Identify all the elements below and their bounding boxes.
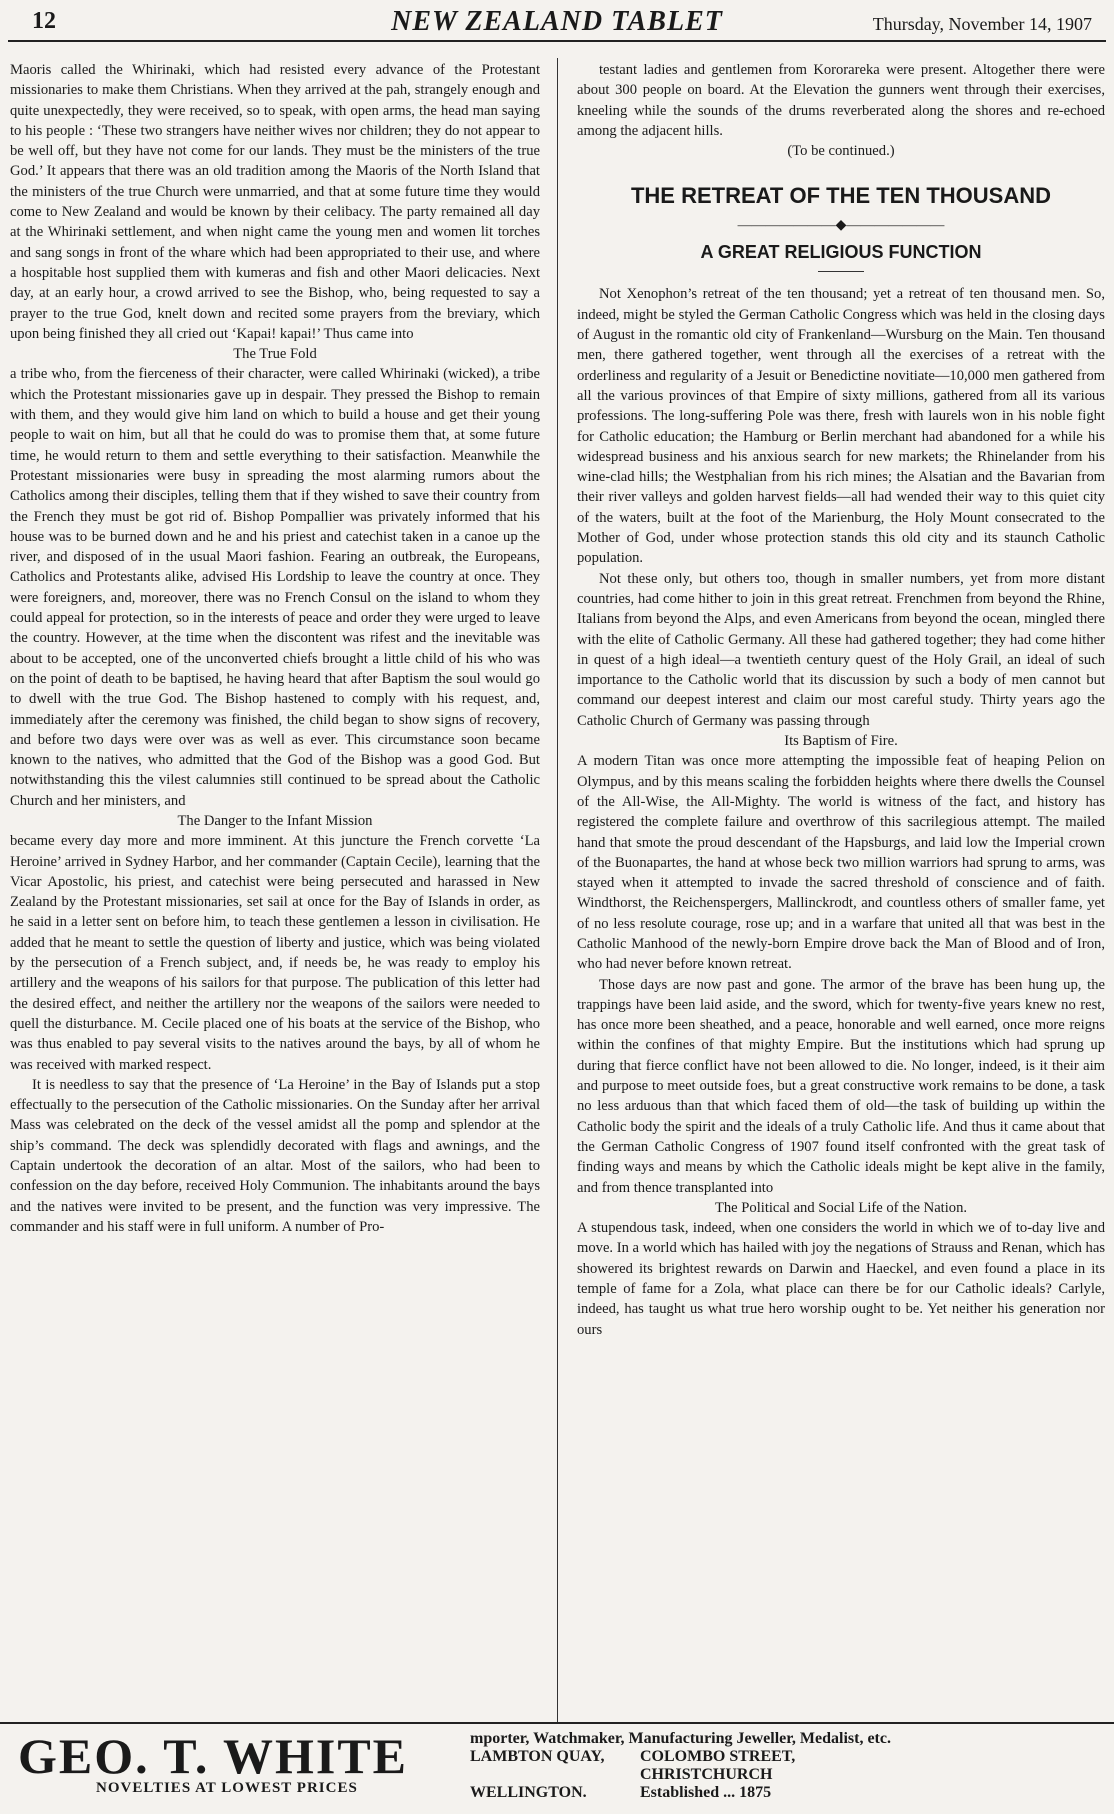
dateline: Thursday, November 14, 1907: [872, 14, 1092, 34]
right-column: [577, 60, 1105, 1340]
article-subheadline: A GREAT RELIGIOUS FUNCTION: [700, 242, 982, 263]
masthead: NEW ZEALAND TABLET: [391, 6, 723, 37]
article-paragraph: A modern Titan was once more attempting the impossible feat of heaping Pelion on Olympus, and by this means scaling the forbidden heights where there dwells the Counsel of the All-Wise, the All-Mighty. The world is witness of the fact, and history has registered the complete failure and overthrow of this sacrilegious attempt. The mailed hand that smote the proud descendant of the Hapsburgs, and laid low the Imperial crown of the Buonapartes, the hand at whose beck two million warriors had sprung to arms, was stayed when it attempted to invade the sacred threshold of conscience and of faith. Windthorst, the Reichenspergers, Mallinckrodt, and countless others of smaller fame, yet of no less resolute courage, rose up; and in a warfare that united all that was best in the Catholic Manhood of the newly-born Empire drove back the Man of Blood and of Iron, who had never before known retreat.: [577, 753, 1105, 973]
section-subhead: Its Baptism of Fire.: [784, 733, 898, 750]
left-column: [10, 60, 540, 1237]
article-headline: THE RETREAT OF THE TEN THOUSAND: [630, 183, 1052, 209]
article-paragraph: Maoris called the Whirinaki, which had resisted every advance of the Protestant missionaries to make them Christians. When they arrived at the pah, strangely enough and quite unexpectedly, they were received, so to speak, with open arms, the head man saying to his people : ‘These two strangers have neither wives nor children; they do not appear to be well off, but they have not come for our lands. They must be the ministers of the true God.’ It appears that there was an old tradition among the Maoris of the North Island that the ministers of the true Church were unmarried, and that at some future time they would come to New Zealand and would be known by their celibacy. The party remained all day at the Whirinaki settlement, and when night came the young men and women lit torches and sang songs in front of the whare which had been appropriated to their use, and where a hospitable host supplied them with kumeras and fish and other Maori delicacies. Next day, at an early hour, a crowd arrived to see the Bishop, who, being requested to say a prayer to the true God, knelt down and recited some prayers from the breviary, which upon being finished they all cried out ‘Kapai! kapai!’ Thus came into: [10, 62, 540, 342]
advertiser-tagline: NOVELTIES AT LOWEST PRICES: [96, 1780, 358, 1796]
advertiser-name: GEO. T. WHITE: [18, 1728, 409, 1784]
address-street-wellington: LAMBTON QUAY,: [470, 1748, 605, 1765]
article-paragraph: Those days are now past and gone. The armor of the brave has been hung up, the trappings have been laid aside, and the sword, which for twenty-five years knew no rest, has once more been sheathed, and a peace, honorable and well earned, once more reigns within the confines of that mighty Empire. But the institutions which had sprung up during that fierce conflict have not been allowed to die. No longer, indeed, is it their aim and purpose to meet outside foes, but a great constructive work remains to be done, a task no less arduous than that which faced them of old—the task of building up within the Catholic body the spirit and the ideals of a truly Catholic life. And thus it came about that the German Catholic Congress of 1907 found itself confronted with the great task of finding ways and means by which the Catholic ideals might be kept alive in the family, and from thence transplanted into: [577, 976, 1105, 1196]
article-paragraph: became every day more and more imminent. At this juncture the French corvette ‘La Heroine’ arrived in Sydney Harbor, and her commander (Captain Cecile), learning that the Vicar Apostolic, his priest, and catechist were being persecuted and harassed in New Zealand by the Protestant missionaries, set sail at once for the Bay of Islands in order, as he said in a letter sent on before him, to teach these gentlemen a lesson in civilisation. He added that he meant to settle the question of liberty and justice, which was being violated by the persecution of a French subject, and, if needs be, he was ready to employ his artillery and the weapons of his sailors for that purpose. The publication of this letter had the desired effect, and neither the artillery nor the weapons of the sailors were needed to quell the disturbance. M. Cecile placed one of his boats at the service of the Bishop, who was thus enabled to pay several visits to the natives around the bays, by all of whom he was received with marked respect.: [10, 833, 540, 1073]
advertiser-trade: mporter, Watchmaker, Manufacturing Jeweller, Medalist, etc.: [470, 1730, 891, 1747]
article-paragraph: A stupendous task, indeed, when one considers the world in which we of to-day live and move. In a world which has hailed with joy the negations of Strauss and Renan, which has showered its brightest rewards on Darwin and Haeckel, and even found a place in its temple of fame for a Zola, what place can there be for our Catholic ideals? Carlyle, indeed, has taught us what true hero worship ought to be. Yet neither his generation nor ours: [577, 1220, 1105, 1338]
section-subhead: The True Fold: [233, 346, 317, 363]
article-paragraph: a tribe who, from the fierceness of their character, were called Whirinaki (wicked), a tribe which the Protestant missionaries gave up in despair. They pressed the Bishop to remain with them, and they would give him land on which to build a house and get their young people to wait on him, but all that he could do was to promise them that, at some future time, he would return to them and settle everything to their satisfaction. Meanwhile the Protestant missionaries were busy in spreading the most alarming rumors about the Catholics among their disciples, telling them that if they wished to save their country from the French they must be got rid of. Bishop Pompallier was privately informed that his house was to be burned down and he and his priest and catechist taken in a canoe up the river, and disposed of in the usual Maori fashion. Fearing an outbreak, the Europeans, Catholics and Protestants alike, advised His Lordship to leave the country at once. They were foreigners, and, moreover, there was no French Consul on the island to whom they could appeal for protection, so in the interests of peace and order they were urged to leave the country. However, at the time when the discontent was rifest and the inevitable was about to be accepted, one of the unconverted chiefs brought a little child of his who was on the point of death to be baptised, he having heard that after Baptism the soul would go to dwell with the true God. The Bishop hastened to comply with his request, and, immediately after the ceremony was finished, the child began to show signs of recovery, and before two days were over was as well as ever. This circumstance soon became known to the natives, who admitted that the God of the Bishop was a good God. But notwithstanding this the vilest calumnies still continued to be spread about the Catholic Church and her ministers, and: [10, 366, 540, 809]
article-paragraph: testant ladies and gentlemen from Kororareka were present. Altogether there were about 300 people on board. At the Elevation the gunners went through their exercises, kneeling while the sounds of the drums reverberated along the shores and re-echoed among the adjacent hills.: [577, 62, 1105, 139]
advertiser-details: [470, 1730, 1110, 1802]
address-city-wellington: WELLINGTON.: [470, 1784, 587, 1801]
page-number: 12: [32, 8, 56, 34]
column-divider: [557, 58, 558, 1723]
address-street-christchurch: COLOMBO STREET, CHRISTCHURCH: [640, 1748, 796, 1783]
article-paragraph: Not these only, but others too, though in smaller numbers, yet from more distant countries, had come hither to join in this great retreat. Frenchmen from beyond the Rhine, Italians from beyond the Alps, and even Americans from beyond the ocean, mingled there with the elite of Catholic Germany. All these had gathered together; they had come hither in quest of a high ideal—a twentieth century quest of the Holy Grail, an ideal of such importance to the Catholic world that its discussion by such a body of men cannot but command our deepest interest and claim our most careful study. Thirty years ago the Catholic Church of Germany was passing through: [577, 570, 1105, 729]
established-note: Established ... 1875: [640, 1784, 772, 1801]
article-paragraph: It is needless to say that the presence of ‘La Heroine’ in the Bay of Islands put a stop effectually to the persecution of the Catholic missionaries. On the Sunday after her arrival Mass was celebrated on the deck of the vessel amidst all the pomp and splendor at the ship’s command. The deck was splendidly decorated with flags and awnings, and the Captain undertook the decoration of an altar. Most of the sailors, who had been to confession on the day before, received Holy Communion. The inhabitants around the bays and the natives were invited to be present, and the function was very impressive. The commander and his staff were in full uniform. A number of Pro-: [10, 1076, 540, 1235]
address-row: [470, 1784, 1110, 1802]
article-paragraph: Not Xenophon’s retreat of the ten thousand; yet a retreat of ten thousand men. So, indeed, might be styled the German Catholic Congress which was held in the closing days of August in the romantic old city of Frankenland—Wursburg on the Main. Ten thousand men, there gathered together, went through all the exercises of a retreat with the orderliness and regularity of a Jesuit or Benedictine novitiate—10,000 men gathered from all the various provinces of that Empire of sixty millions, gathered from all its various professions. The long-suffering Pole was there, fresh with laurels won in his noble fight for Catholic education; the Hamburg or Berlin merchant had abandoned for a while his widespread business and his anxious search for new markets; the Rhinelander from his wine-clad hills; the Westphalian from his rich mines; the Alsatian and the Bavarian from their river valleys and golden harvest fields—all had wended their way to this quiet city of the waters, built at the foot of the Marienburg, the Holy Mount consecrated to the Mother of God, under whose protection stands this old city and its staunch Catholic population.: [577, 286, 1105, 567]
advertisement-banner: [0, 1722, 1114, 1814]
section-subhead: The Political and Social Life of the Nation.: [714, 1199, 968, 1216]
section-subhead: The Danger to the Infant Mission: [177, 812, 373, 829]
short-rule: [818, 271, 864, 272]
address-row: [470, 1748, 1110, 1784]
continued-note: (To be continued.): [787, 143, 895, 160]
page-header: [8, 6, 1106, 42]
diamond-rule-ornament: ———————◆———————: [737, 218, 945, 234]
